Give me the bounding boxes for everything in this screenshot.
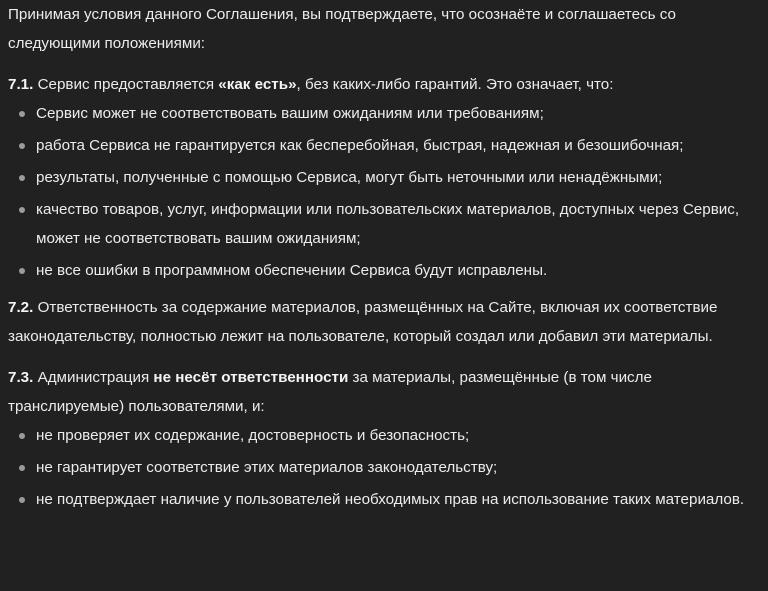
section-7-1-paragraph [8, 70, 760, 99]
section-7-3-text-pre: Администрация [33, 369, 154, 386]
section-7-1-list [8, 99, 760, 285]
list-item: работа Сервиса не гарантируется как бесперебойная, быстрая, надежная и безошибочная; [8, 131, 760, 160]
section-7-3-text-post: за материалы, размещённые (в том числе транслируемые) пользователями, и: [8, 369, 652, 415]
section-7-3-list [8, 421, 760, 514]
intro-paragraph: Принимая условия данного Соглашения, вы подтверждаете, что осознаёте и соглашаетесь со следующими положениями: [8, 6, 676, 52]
section-7-2-text: Ответственность за содержание материалов, размещённых на Сайте, включая их соответствие законодательству, полностью лежит на пользователе, который создал или добавил эти материалы. [8, 299, 718, 345]
section-7-3-bold: не несёт ответственности [153, 369, 349, 386]
bullet-icon [19, 207, 25, 213]
list-item: результаты, полученные с помощью Сервиса, могут быть неточными или ненадёжными; [8, 163, 760, 192]
section-7-1-number: 7.1. [8, 76, 34, 93]
bullet-icon [19, 175, 25, 181]
bullet-icon [19, 111, 25, 117]
bullet-icon [19, 465, 25, 471]
section-7-3-paragraph [8, 363, 760, 421]
section-7-2-number: 7.2. [8, 299, 34, 316]
list-item: не подтверждает наличие у пользователей необходимых прав на использование таких материалов. [8, 485, 760, 514]
list-item: не гарантирует соответствие этих материалов законодательству; [8, 453, 760, 482]
list-item: качество товаров, услуг, информации или пользовательских материалов, доступных через Сервис, может не соответствовать вашим ожиданиям; [8, 195, 760, 253]
section-7-3-number: 7.3. [8, 369, 34, 386]
bullet-icon [19, 497, 25, 503]
list-item: не проверяет их содержание, достоверность и безопасность; [8, 421, 760, 450]
list-item: Сервис может не соответствовать вашим ожиданиям или требованиям; [8, 99, 760, 128]
section-7-1-text-post: , без каких-либо гарантий. Это означает, что: [296, 76, 614, 93]
bullet-icon [19, 433, 25, 439]
bullet-icon [19, 268, 25, 274]
bullet-icon [19, 143, 25, 149]
section-7-1-bold: «как есть» [218, 76, 297, 93]
section-7-1-text-pre: Сервис предоставляется [33, 76, 219, 93]
list-item: не все ошибки в программном обеспечении Сервиса будут исправлены. [8, 256, 760, 285]
section-7-2-paragraph [8, 293, 760, 351]
